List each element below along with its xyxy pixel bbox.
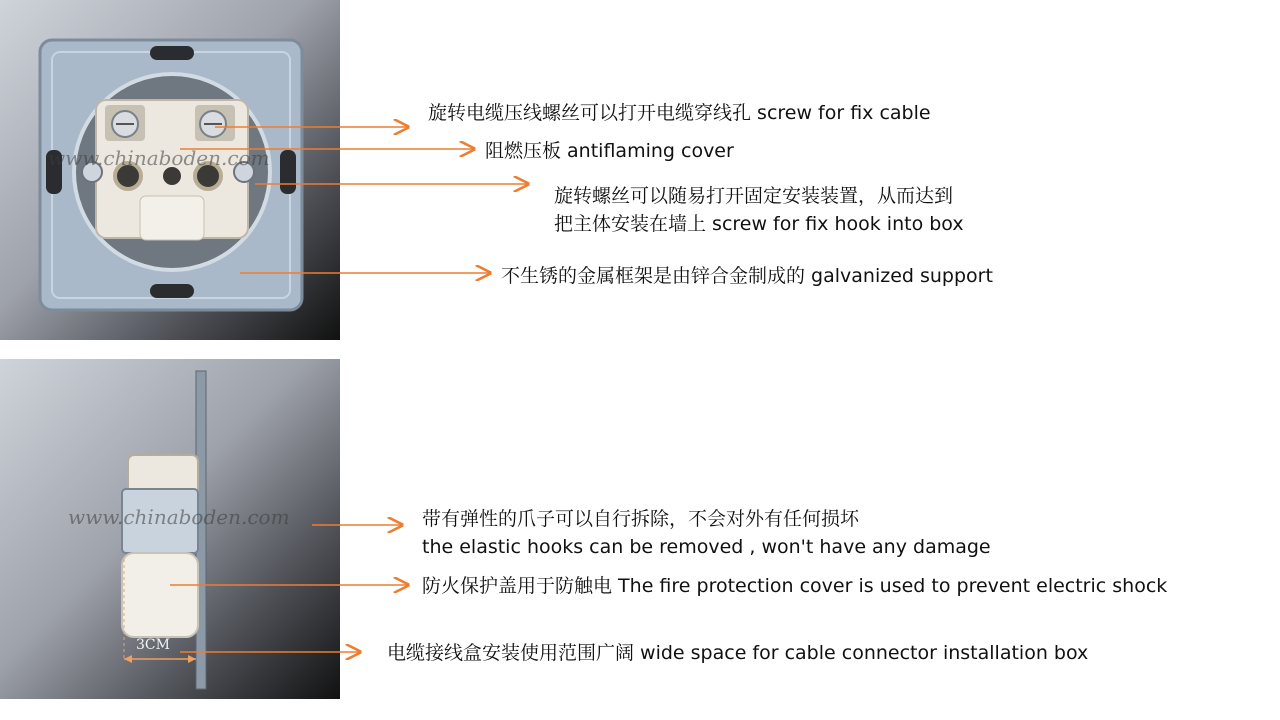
side-view-photo (0, 359, 340, 699)
watermark-bottom: www.chinaboden.com (68, 505, 290, 529)
front-view-photo (0, 0, 340, 340)
label-elastic-hooks-line2: the elastic hooks can be removed , won't have any damage (422, 536, 991, 558)
label-galvanized-support: 不生锈的金属框架是由锌合金制成的 galvanized support (501, 265, 993, 287)
watermark-top: www.chinaboden.com (48, 146, 270, 170)
label-antiflaming-cover: 阻燃压板 antiflaming cover (485, 140, 734, 162)
dimension-label: 3CM (136, 637, 170, 653)
label-fire-cover: 防火保护盖用于防触电 The fire protection cover is used to prevent electric shock (422, 575, 1168, 597)
label-screw-fix-cable: 旋转电缆压线螺丝可以打开电缆穿线孔 screw for fix cable (428, 102, 931, 124)
front-view-illustration (0, 0, 340, 340)
label-hook-screw-line1: 旋转螺丝可以随易打开固定安装装置，从而达到 (554, 185, 954, 207)
side-view-illustration (0, 359, 340, 699)
label-elastic-hooks-line1: 带有弹性的爪子可以自行拆除，不会对外有任何损坏 (422, 508, 860, 530)
label-hook-screw-line2: 把主体安装在墙上 screw for fix hook into box (554, 213, 964, 235)
label-wide-space: 电缆接线盒安装使用范围广阔 wide space for cable connector installation box (387, 642, 1089, 664)
